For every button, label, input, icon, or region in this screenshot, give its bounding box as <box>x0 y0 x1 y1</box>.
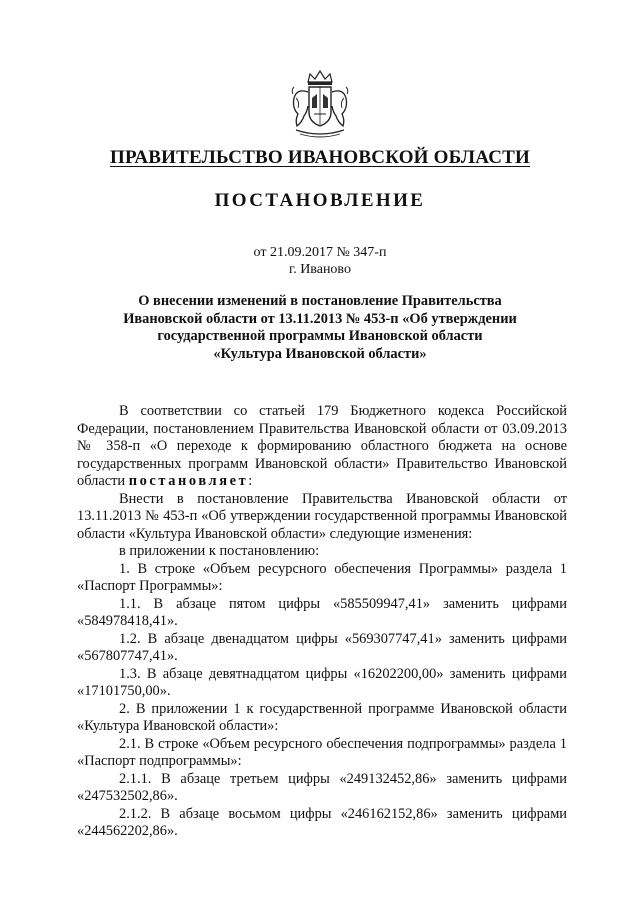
subject-line: «Культура Ивановской области» <box>213 345 427 362</box>
body-paragraph: 1.2. В абзаце двенадцатом цифры «569307747,41» заменить цифрами «567807747,41». <box>77 630 567 664</box>
subject-line: государственной программы Ивановской области <box>157 328 483 344</box>
body-paragraph: 2.1. В строке «Объем ресурсного обеспечения подпрограммы» раздела 1 «Паспорт подпрограммы»: <box>77 735 567 769</box>
preamble-text: В соответствии со статьей 179 Бюджетного кодекса Российской Федерации, постановлением Правительства Ивановской области от 03.09.2013 № 358-п «О переходе к формированию областного бюджета на основе государственных программ Ивановской области» Правительство Ивановской области <box>77 403 567 489</box>
body-paragraph: Внести в постановление Правительства Ивановской области от 13.11.2013 № 453-п «Об утверждении государственной программы Ивановской области «Культура Ивановской области» следующие изменения: <box>77 490 567 542</box>
preamble-paragraph <box>77 403 567 491</box>
document-body <box>77 403 567 841</box>
body-paragraph: в приложении к постановлению: <box>119 543 320 559</box>
body-paragraph: 2. В приложении 1 к государственной программе Ивановской области «Культура Ивановской области»: <box>77 700 567 734</box>
body-paragraph: 1.1. В абзаце пятом цифры «585509947,41» заменить цифрами «584978418,41». <box>77 595 567 629</box>
document-subject <box>90 293 550 363</box>
document-date-number: от 21.09.2017 № 347-п <box>253 245 387 260</box>
resolves-word: постановляет <box>128 473 249 489</box>
body-paragraph: 2.1.2. В абзаце восьмом цифры «246162152,86» заменить цифрами «244562202,86». <box>77 805 567 839</box>
subject-line: О внесении изменений в постановление Правительства <box>138 293 502 309</box>
document-city: г. Иваново <box>289 262 351 277</box>
body-paragraph: 2.1.1. В абзаце третьем цифры «249132452,86» заменить цифрами «247532502,86». <box>77 770 567 804</box>
coat-of-arms-emblem <box>288 68 352 140</box>
body-paragraph: 1. В строке «Объем ресурсного обеспечения Программы» раздела 1 «Паспорт Программы»: <box>77 560 567 594</box>
preamble-end: : <box>248 473 253 489</box>
document-type-title: ПОСТАНОВЛЕНИЕ <box>214 190 426 211</box>
body-paragraph: 1.3. В абзаце девятнадцатом цифры «16202200,00» заменить цифрами «17101750,00». <box>77 665 567 699</box>
subject-line: Ивановской области от 13.11.2013 № 453-п «Об утверждении <box>123 310 517 327</box>
government-title: ПРАВИТЕЛЬСТВО ИВАНОВСКОЙ ОБЛАСТИ <box>110 147 530 168</box>
